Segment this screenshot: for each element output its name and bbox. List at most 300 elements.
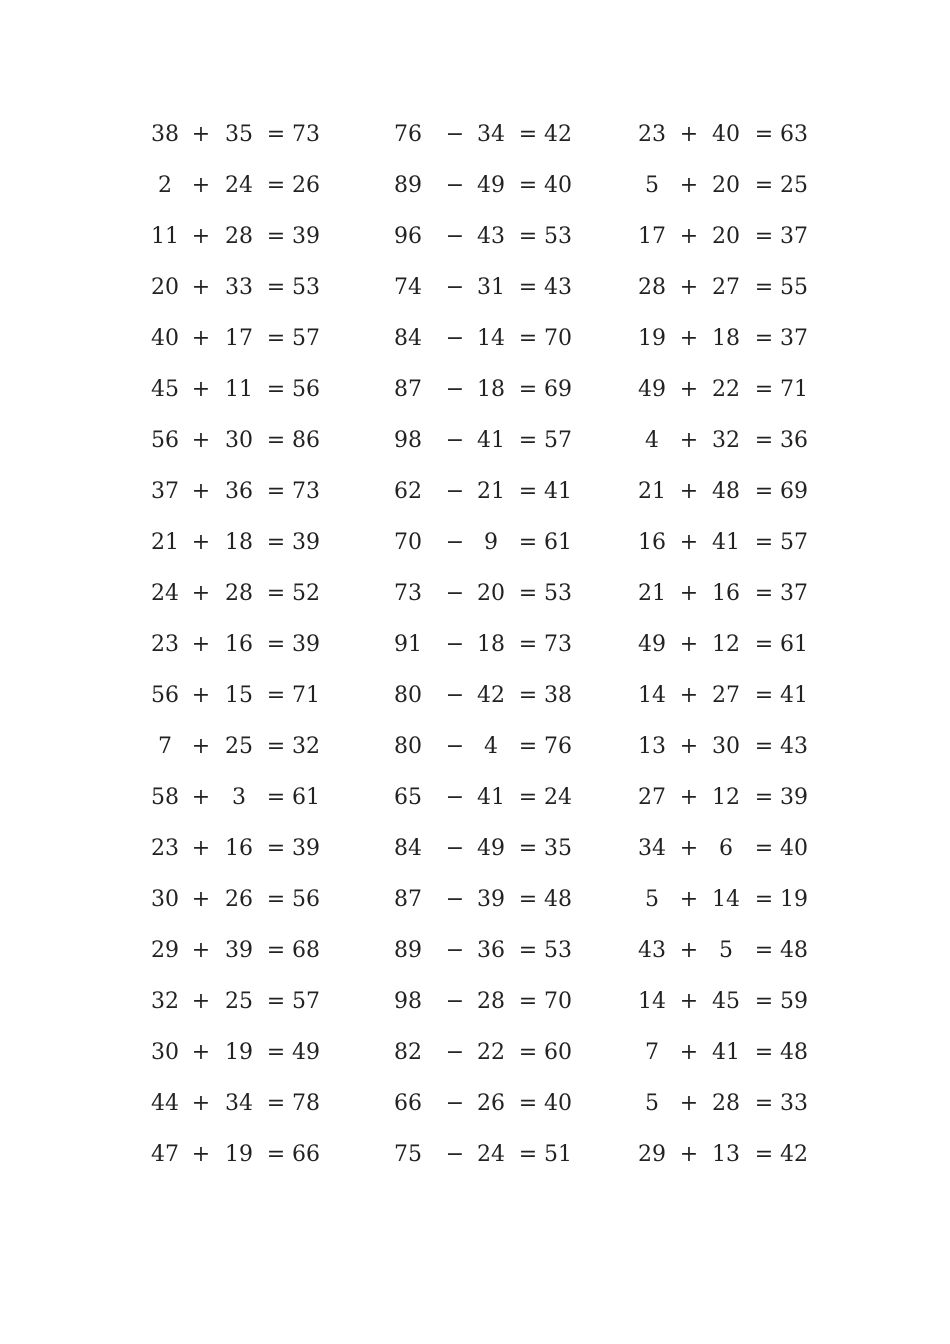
result-value: 19 [780, 886, 808, 912]
operand-b: 5 [719, 937, 733, 963]
operand-b: 30 [225, 427, 253, 453]
operand-a: 49 [638, 631, 666, 657]
result-value: 43 [780, 733, 808, 759]
equals-sign: = [266, 886, 286, 912]
operator-sign: − [445, 478, 465, 504]
equals-sign: = [754, 478, 774, 504]
equals-sign: = [754, 631, 774, 657]
equals-sign: = [754, 223, 774, 249]
operator-sign: + [191, 1090, 211, 1116]
operator-sign: + [679, 427, 699, 453]
operand-a: 65 [394, 784, 422, 810]
equals-sign: = [266, 1141, 286, 1167]
operand-b: 43 [477, 223, 505, 249]
problem-row [0, 211, 950, 262]
equals-sign: = [266, 988, 286, 1014]
operand-b: 36 [477, 937, 505, 963]
operator-sign: + [679, 223, 699, 249]
problem-row [0, 1129, 950, 1180]
equals-sign: = [266, 784, 286, 810]
equals-sign: = [266, 733, 286, 759]
problem-row [0, 109, 950, 160]
operator-sign: − [445, 784, 465, 810]
operand-a: 75 [394, 1141, 422, 1167]
equals-sign: = [754, 376, 774, 402]
operand-a: 66 [394, 1090, 422, 1116]
operand-a: 29 [638, 1141, 666, 1167]
operand-b: 27 [712, 274, 740, 300]
result-value: 71 [292, 682, 320, 708]
operand-a: 76 [394, 121, 422, 147]
equals-sign: = [518, 376, 538, 402]
operand-a: 4 [645, 427, 659, 453]
operand-b: 41 [712, 529, 740, 555]
equals-sign: = [754, 1090, 774, 1116]
operand-a: 49 [638, 376, 666, 402]
operator-sign: − [445, 1039, 465, 1065]
problem-row [0, 160, 950, 211]
operator-sign: + [191, 121, 211, 147]
operator-sign: + [679, 172, 699, 198]
operand-a: 87 [394, 886, 422, 912]
operand-b: 21 [477, 478, 505, 504]
result-value: 32 [292, 733, 320, 759]
result-value: 49 [292, 1039, 320, 1065]
problem-row [0, 364, 950, 415]
result-value: 60 [544, 1039, 572, 1065]
operand-b: 4 [484, 733, 498, 759]
problem-row [0, 925, 950, 976]
operator-sign: + [191, 223, 211, 249]
result-value: 78 [292, 1090, 320, 1116]
equals-sign: = [754, 682, 774, 708]
operator-sign: + [191, 529, 211, 555]
operator-sign: + [679, 580, 699, 606]
operand-a: 62 [394, 478, 422, 504]
result-value: 61 [780, 631, 808, 657]
result-value: 40 [780, 835, 808, 861]
result-value: 26 [292, 172, 320, 198]
result-value: 69 [544, 376, 572, 402]
problem-row [0, 772, 950, 823]
operand-a: 80 [394, 682, 422, 708]
operator-sign: − [445, 937, 465, 963]
operand-b: 28 [225, 223, 253, 249]
operator-sign: + [679, 682, 699, 708]
operand-b: 19 [225, 1039, 253, 1065]
operator-sign: + [679, 784, 699, 810]
result-value: 48 [780, 1039, 808, 1065]
problem-row [0, 415, 950, 466]
result-value: 48 [780, 937, 808, 963]
result-value: 53 [292, 274, 320, 300]
operand-b: 28 [477, 988, 505, 1014]
equals-sign: = [518, 1141, 538, 1167]
result-value: 25 [780, 172, 808, 198]
result-value: 36 [780, 427, 808, 453]
operand-a: 5 [645, 886, 659, 912]
operand-a: 38 [151, 121, 179, 147]
operator-sign: + [679, 733, 699, 759]
operand-b: 26 [477, 1090, 505, 1116]
result-value: 48 [544, 886, 572, 912]
result-value: 51 [544, 1141, 572, 1167]
equals-sign: = [518, 121, 538, 147]
result-value: 57 [292, 325, 320, 351]
operator-sign: + [679, 988, 699, 1014]
equals-sign: = [518, 427, 538, 453]
operator-sign: + [191, 1039, 211, 1065]
operand-b: 41 [477, 784, 505, 810]
result-value: 70 [544, 325, 572, 351]
operator-sign: − [445, 631, 465, 657]
equals-sign: = [266, 580, 286, 606]
result-value: 61 [292, 784, 320, 810]
operand-b: 28 [712, 1090, 740, 1116]
operand-a: 21 [638, 580, 666, 606]
result-value: 39 [292, 223, 320, 249]
operator-sign: + [679, 529, 699, 555]
equals-sign: = [266, 631, 286, 657]
operand-a: 58 [151, 784, 179, 810]
operand-b: 27 [712, 682, 740, 708]
result-value: 53 [544, 580, 572, 606]
result-value: 35 [544, 835, 572, 861]
equals-sign: = [266, 274, 286, 300]
operator-sign: + [191, 580, 211, 606]
equals-sign: = [266, 529, 286, 555]
operator-sign: + [191, 988, 211, 1014]
equals-sign: = [754, 427, 774, 453]
operand-a: 32 [151, 988, 179, 1014]
operator-sign: + [191, 478, 211, 504]
operator-sign: + [191, 376, 211, 402]
operand-b: 19 [225, 1141, 253, 1167]
operand-b: 31 [477, 274, 505, 300]
operand-b: 20 [712, 223, 740, 249]
operand-a: 7 [645, 1039, 659, 1065]
operator-sign: + [679, 478, 699, 504]
operator-sign: + [191, 937, 211, 963]
operand-b: 34 [477, 121, 505, 147]
operand-a: 73 [394, 580, 422, 606]
operand-b: 45 [712, 988, 740, 1014]
operand-a: 11 [151, 223, 179, 249]
result-value: 76 [544, 733, 572, 759]
result-value: 53 [544, 223, 572, 249]
equals-sign: = [754, 172, 774, 198]
operand-a: 98 [394, 988, 422, 1014]
operator-sign: − [445, 733, 465, 759]
operand-a: 16 [638, 529, 666, 555]
operand-b: 17 [225, 325, 253, 351]
operand-a: 21 [638, 478, 666, 504]
problem-row [0, 721, 950, 772]
result-value: 68 [292, 937, 320, 963]
operand-a: 27 [638, 784, 666, 810]
operand-b: 39 [477, 886, 505, 912]
operand-b: 20 [477, 580, 505, 606]
result-value: 37 [780, 223, 808, 249]
operand-b: 49 [477, 172, 505, 198]
equals-sign: = [518, 325, 538, 351]
operator-sign: + [191, 631, 211, 657]
operand-b: 40 [712, 121, 740, 147]
operator-sign: − [445, 223, 465, 249]
equals-sign: = [266, 376, 286, 402]
operator-sign: + [679, 1141, 699, 1167]
operand-a: 5 [645, 172, 659, 198]
result-value: 33 [780, 1090, 808, 1116]
equals-sign: = [754, 784, 774, 810]
operand-a: 7 [158, 733, 172, 759]
equals-sign: = [754, 274, 774, 300]
operand-b: 16 [225, 835, 253, 861]
problem-row [0, 976, 950, 1027]
operand-a: 24 [151, 580, 179, 606]
operand-b: 24 [225, 172, 253, 198]
operator-sign: + [679, 937, 699, 963]
equals-sign: = [266, 835, 286, 861]
result-value: 39 [292, 631, 320, 657]
problem-row [0, 262, 950, 313]
result-value: 57 [292, 988, 320, 1014]
equals-sign: = [518, 274, 538, 300]
operand-a: 14 [638, 988, 666, 1014]
operator-sign: + [191, 733, 211, 759]
result-value: 61 [544, 529, 572, 555]
result-value: 59 [780, 988, 808, 1014]
result-value: 86 [292, 427, 320, 453]
operand-a: 89 [394, 172, 422, 198]
equals-sign: = [518, 223, 538, 249]
result-value: 55 [780, 274, 808, 300]
problem-row [0, 874, 950, 925]
operator-sign: − [445, 121, 465, 147]
operator-sign: − [445, 427, 465, 453]
equals-sign: = [754, 529, 774, 555]
operand-a: 47 [151, 1141, 179, 1167]
operand-a: 89 [394, 937, 422, 963]
operator-sign: − [445, 325, 465, 351]
operator-sign: − [445, 1090, 465, 1116]
operator-sign: − [445, 988, 465, 1014]
result-value: 39 [292, 529, 320, 555]
operand-a: 30 [151, 1039, 179, 1065]
equals-sign: = [754, 325, 774, 351]
equals-sign: = [266, 1039, 286, 1065]
result-value: 24 [544, 784, 572, 810]
equals-sign: = [266, 121, 286, 147]
operand-a: 98 [394, 427, 422, 453]
operand-b: 24 [477, 1141, 505, 1167]
equals-sign: = [266, 682, 286, 708]
equals-sign: = [518, 784, 538, 810]
result-value: 37 [780, 325, 808, 351]
result-value: 69 [780, 478, 808, 504]
equals-sign: = [754, 886, 774, 912]
operand-b: 28 [225, 580, 253, 606]
operator-sign: + [191, 835, 211, 861]
operand-b: 14 [712, 886, 740, 912]
result-value: 39 [292, 835, 320, 861]
operand-b: 16 [225, 631, 253, 657]
operand-a: 29 [151, 937, 179, 963]
result-value: 57 [780, 529, 808, 555]
equals-sign: = [266, 1090, 286, 1116]
equals-sign: = [518, 835, 538, 861]
result-value: 39 [780, 784, 808, 810]
equals-sign: = [518, 682, 538, 708]
operand-a: 70 [394, 529, 422, 555]
operand-a: 84 [394, 835, 422, 861]
operand-b: 22 [712, 376, 740, 402]
operand-b: 18 [477, 376, 505, 402]
operator-sign: + [679, 325, 699, 351]
operand-a: 56 [151, 682, 179, 708]
operator-sign: + [679, 835, 699, 861]
operand-b: 41 [712, 1039, 740, 1065]
operand-a: 23 [151, 631, 179, 657]
problem-row [0, 670, 950, 721]
operator-sign: + [191, 886, 211, 912]
operand-a: 23 [151, 835, 179, 861]
equals-sign: = [518, 1090, 538, 1116]
equals-sign: = [754, 988, 774, 1014]
operand-b: 33 [225, 274, 253, 300]
operator-sign: − [445, 172, 465, 198]
result-value: 52 [292, 580, 320, 606]
operand-a: 56 [151, 427, 179, 453]
result-value: 43 [544, 274, 572, 300]
result-value: 53 [544, 937, 572, 963]
operand-b: 6 [719, 835, 733, 861]
operand-b: 34 [225, 1090, 253, 1116]
result-value: 40 [544, 1090, 572, 1116]
operand-a: 87 [394, 376, 422, 402]
equals-sign: = [266, 172, 286, 198]
operand-b: 39 [225, 937, 253, 963]
result-value: 73 [544, 631, 572, 657]
result-value: 73 [292, 478, 320, 504]
operand-b: 25 [225, 988, 253, 1014]
result-value: 41 [780, 682, 808, 708]
problem-row [0, 1078, 950, 1129]
operator-sign: − [445, 886, 465, 912]
result-value: 66 [292, 1141, 320, 1167]
operand-b: 35 [225, 121, 253, 147]
equals-sign: = [754, 1141, 774, 1167]
operator-sign: + [191, 325, 211, 351]
problem-row [0, 466, 950, 517]
result-value: 42 [544, 121, 572, 147]
operator-sign: + [679, 1090, 699, 1116]
operand-a: 19 [638, 325, 666, 351]
equals-sign: = [266, 223, 286, 249]
operand-a: 34 [638, 835, 666, 861]
equals-sign: = [266, 478, 286, 504]
operand-b: 36 [225, 478, 253, 504]
equals-sign: = [518, 988, 538, 1014]
operand-b: 49 [477, 835, 505, 861]
operator-sign: + [191, 274, 211, 300]
operand-a: 74 [394, 274, 422, 300]
operand-b: 25 [225, 733, 253, 759]
operand-b: 3 [232, 784, 246, 810]
problem-row [0, 619, 950, 670]
operand-a: 37 [151, 478, 179, 504]
problem-row [0, 517, 950, 568]
result-value: 73 [292, 121, 320, 147]
operator-sign: + [191, 1141, 211, 1167]
operand-a: 21 [151, 529, 179, 555]
operand-a: 30 [151, 886, 179, 912]
operator-sign: + [679, 631, 699, 657]
equals-sign: = [518, 580, 538, 606]
result-value: 56 [292, 376, 320, 402]
operand-b: 18 [712, 325, 740, 351]
operator-sign: + [191, 172, 211, 198]
result-value: 40 [544, 172, 572, 198]
operand-b: 13 [712, 1141, 740, 1167]
problem-row [0, 313, 950, 364]
operand-a: 28 [638, 274, 666, 300]
problem-row [0, 568, 950, 619]
operator-sign: + [191, 682, 211, 708]
result-value: 41 [544, 478, 572, 504]
operand-a: 14 [638, 682, 666, 708]
operand-a: 23 [638, 121, 666, 147]
operator-sign: − [445, 835, 465, 861]
operand-a: 45 [151, 376, 179, 402]
operand-b: 18 [225, 529, 253, 555]
operand-b: 32 [712, 427, 740, 453]
equals-sign: = [754, 1039, 774, 1065]
result-value: 70 [544, 988, 572, 1014]
operator-sign: − [445, 529, 465, 555]
equals-sign: = [754, 937, 774, 963]
equals-sign: = [754, 835, 774, 861]
operand-a: 20 [151, 274, 179, 300]
result-value: 42 [780, 1141, 808, 1167]
operand-b: 42 [477, 682, 505, 708]
equals-sign: = [518, 631, 538, 657]
equals-sign: = [518, 937, 538, 963]
operator-sign: + [679, 376, 699, 402]
result-value: 56 [292, 886, 320, 912]
operand-a: 84 [394, 325, 422, 351]
operand-b: 9 [484, 529, 498, 555]
equals-sign: = [518, 886, 538, 912]
operand-a: 43 [638, 937, 666, 963]
equals-sign: = [266, 937, 286, 963]
operand-b: 11 [225, 376, 253, 402]
problem-row [0, 823, 950, 874]
equals-sign: = [266, 427, 286, 453]
operand-b: 15 [225, 682, 253, 708]
operand-a: 40 [151, 325, 179, 351]
operator-sign: − [445, 274, 465, 300]
operand-b: 20 [712, 172, 740, 198]
equals-sign: = [754, 733, 774, 759]
operand-b: 14 [477, 325, 505, 351]
operand-a: 2 [158, 172, 172, 198]
result-value: 37 [780, 580, 808, 606]
equals-sign: = [518, 1039, 538, 1065]
operand-a: 82 [394, 1039, 422, 1065]
operator-sign: + [679, 886, 699, 912]
operator-sign: − [445, 376, 465, 402]
